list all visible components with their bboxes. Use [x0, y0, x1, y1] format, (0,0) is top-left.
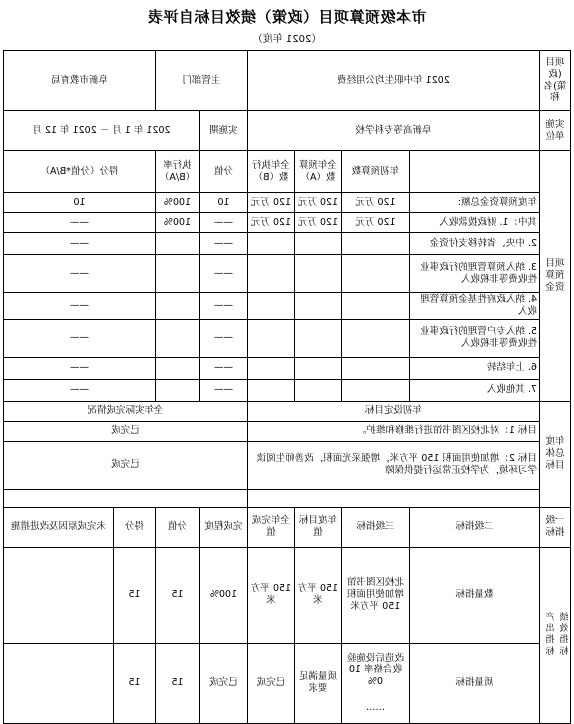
budget-row-label: 7. 其他收入	[410, 379, 540, 401]
budget-row-initial	[342, 319, 410, 357]
ind-row-actual: 150 平方米	[247, 547, 294, 643]
goals-section-label: 年度总体目标	[540, 401, 571, 507]
budget-row-label: 5. 纳入专户管理的行政事业性收费等非税收入	[410, 319, 540, 357]
page-subtitle: （2021 年度）	[252, 34, 322, 45]
budget-row-score: ——	[199, 293, 247, 320]
ind-row-reason	[3, 643, 113, 723]
budget-row-executed	[247, 357, 294, 379]
period-label: 实施期	[199, 111, 247, 151]
budget-row-full-year	[295, 293, 342, 320]
budget-row-rate: 100%	[155, 213, 199, 233]
budget-row-initial	[342, 357, 410, 379]
project-name-value: 2021 年中职生均公用经费	[247, 51, 539, 111]
goals-header-initial: 年初设定目标	[247, 401, 539, 421]
ind-row-reason	[3, 547, 113, 643]
budget-row-full-year	[295, 319, 342, 357]
budget-row-points: ——	[3, 213, 155, 233]
budget-row-executed	[247, 255, 294, 293]
budget-row-rate	[155, 319, 199, 357]
budget-row-rate	[155, 357, 199, 379]
ind-header-level1: 一级指标	[540, 507, 571, 547]
ind-row-target: 质量满足要求	[295, 643, 342, 723]
budget-row-score: ——	[199, 357, 247, 379]
ind-header-score: 分值	[155, 507, 199, 547]
ind-header-level3: 三级指标	[342, 507, 410, 547]
performance-label: 绩效指标	[559, 612, 569, 657]
budget-row-full-year	[295, 379, 342, 401]
table-row	[3, 233, 570, 255]
budget-row-label: 4. 纳入政府性基金预算管理收入	[410, 293, 540, 320]
budget-row-initial	[342, 379, 410, 401]
budget-row-rate: 100%	[155, 193, 199, 213]
dept-label: 主管部门	[155, 51, 247, 111]
period-value: 2021 年 1 月 － 2021 年 12 月	[3, 111, 199, 151]
budget-row-executed	[247, 319, 294, 357]
budget-row-points: ——	[3, 379, 155, 401]
table-row	[3, 193, 570, 213]
goal-2-text: 目标 2：增加使用面积 150 平方米，增强采光面积，改善师生阅读学习环境，为学校正常运行提供保障	[247, 441, 539, 489]
goal-blank-cell	[3, 489, 247, 507]
goal-blank-cell	[247, 489, 539, 507]
ind-header-points: 得分	[113, 507, 155, 547]
budget-row-score: ——	[199, 319, 247, 357]
ind-row-progress: 100%	[199, 547, 247, 643]
budget-row-full-year	[295, 233, 342, 255]
budget-row-points: ——	[3, 293, 155, 320]
ind-header-target: 年度目标值	[295, 507, 342, 547]
budget-row-points: 10	[3, 193, 155, 213]
ind-row-target: 150 平方米	[295, 547, 342, 643]
ind-header-progress: 完成程度	[199, 507, 247, 547]
budget-row-initial: 120 万元	[342, 193, 410, 213]
budget-row-points: ——	[3, 319, 155, 357]
impl-unit-label: 实施单位	[540, 111, 571, 151]
budget-row-rate	[155, 379, 199, 401]
impl-unit-value: 阜新高等专科学校	[247, 111, 539, 151]
ind-row-level2: 质量指标	[410, 643, 540, 723]
budget-row-executed	[247, 233, 294, 255]
budget-row-score: ——	[199, 233, 247, 255]
ind-row-points: 15	[113, 547, 155, 643]
table-row	[3, 357, 570, 379]
budget-row-full-year	[295, 255, 342, 293]
ind-row-points: 15	[113, 643, 155, 723]
budget-section-label: 项目预算资金	[540, 151, 571, 402]
budget-row-rate	[155, 233, 199, 255]
budget-row-initial: 120 万元	[342, 213, 410, 233]
budget-row-initial	[342, 233, 410, 255]
budget-header-full-year: 全年预算数（A）	[295, 151, 342, 193]
budget-row-label: 3. 纳入预算管理的行政事业性收费等非税收入	[410, 255, 540, 293]
ind-header-level2: 二级指标	[410, 507, 540, 547]
ind-header-reason: 未完成原因及改进措施	[3, 507, 113, 547]
budget-row-full-year: 120 万元	[295, 193, 342, 213]
page-title: 市本级预算项目（政策）绩效目标自评表	[147, 8, 427, 26]
table-row	[3, 319, 570, 357]
budget-row-label: 2. 中央、省转移支付资金	[410, 233, 540, 255]
table-row	[3, 293, 570, 320]
ind-row-score: 15	[155, 547, 199, 643]
budget-header-rate: 执行率（B/A）	[155, 151, 199, 193]
ind-row-progress: 已完成	[199, 643, 247, 723]
budget-row-initial	[342, 293, 410, 320]
ind-row-score: 15	[155, 643, 199, 723]
budget-row-points: ——	[3, 357, 155, 379]
ind-row-level3-text: 改造后设施验收合格率 100%	[347, 652, 405, 688]
budget-row-executed: 120 万元	[247, 213, 294, 233]
budget-row-initial	[342, 255, 410, 293]
ind-ellipsis: ……	[366, 702, 385, 714]
budget-row-label: 其中：1. 财政拨款收入	[410, 213, 540, 233]
goals-header-actual: 全年实际完成情况	[3, 401, 247, 421]
goal-1-text: 目标 1：对北校区图书馆进行维修和维护。	[247, 421, 539, 441]
budget-row-score: ——	[199, 255, 247, 293]
budget-row-points: ——	[3, 255, 155, 293]
budget-row-executed	[247, 379, 294, 401]
table-row	[3, 643, 570, 723]
budget-row-full-year: 120 万元	[295, 213, 342, 233]
output-label: 产出指标	[545, 612, 555, 657]
ind-row-level2: 数量指标	[410, 547, 540, 643]
budget-header-initial: 年初预算数	[342, 151, 410, 193]
budget-row-executed	[247, 293, 294, 320]
table-row	[3, 547, 570, 643]
budget-row-label: 年度预算资金总额:	[410, 193, 540, 213]
goal-1-status: 已完成	[3, 421, 247, 441]
budget-row-score: ——	[199, 213, 247, 233]
budget-blank-header	[410, 151, 540, 193]
performance-label-cell	[540, 547, 571, 723]
budget-header-score: 分值	[199, 151, 247, 193]
budget-row-score: ——	[199, 379, 247, 401]
ind-header-actual: 全年完成值	[247, 507, 294, 547]
table-row	[3, 213, 570, 233]
budget-row-rate	[155, 255, 199, 293]
budget-row-label: 6. 上年结转	[410, 357, 540, 379]
goal-2-status: 已完成	[3, 441, 247, 489]
budget-row-rate	[155, 293, 199, 320]
budget-row-executed: 120 万元	[247, 193, 294, 213]
evaluation-table	[3, 50, 571, 724]
ind-row-actual: 已完成	[247, 643, 294, 723]
project-name-label: 项目(政策)名称	[540, 51, 571, 111]
dept-value: 阜新市教育局	[3, 51, 155, 111]
budget-row-score: 10	[199, 193, 247, 213]
budget-row-points: ——	[3, 233, 155, 255]
budget-row-full-year	[295, 357, 342, 379]
budget-header-executed: 全年执行数（B）	[247, 151, 294, 193]
ind-row-level3	[342, 643, 410, 723]
ind-row-level3: 北校区图书馆增加使用面积 150 平方米	[342, 547, 410, 643]
table-row	[3, 379, 570, 401]
budget-header-points: 得分（分值*B/A）	[3, 151, 155, 193]
table-row	[3, 255, 570, 293]
